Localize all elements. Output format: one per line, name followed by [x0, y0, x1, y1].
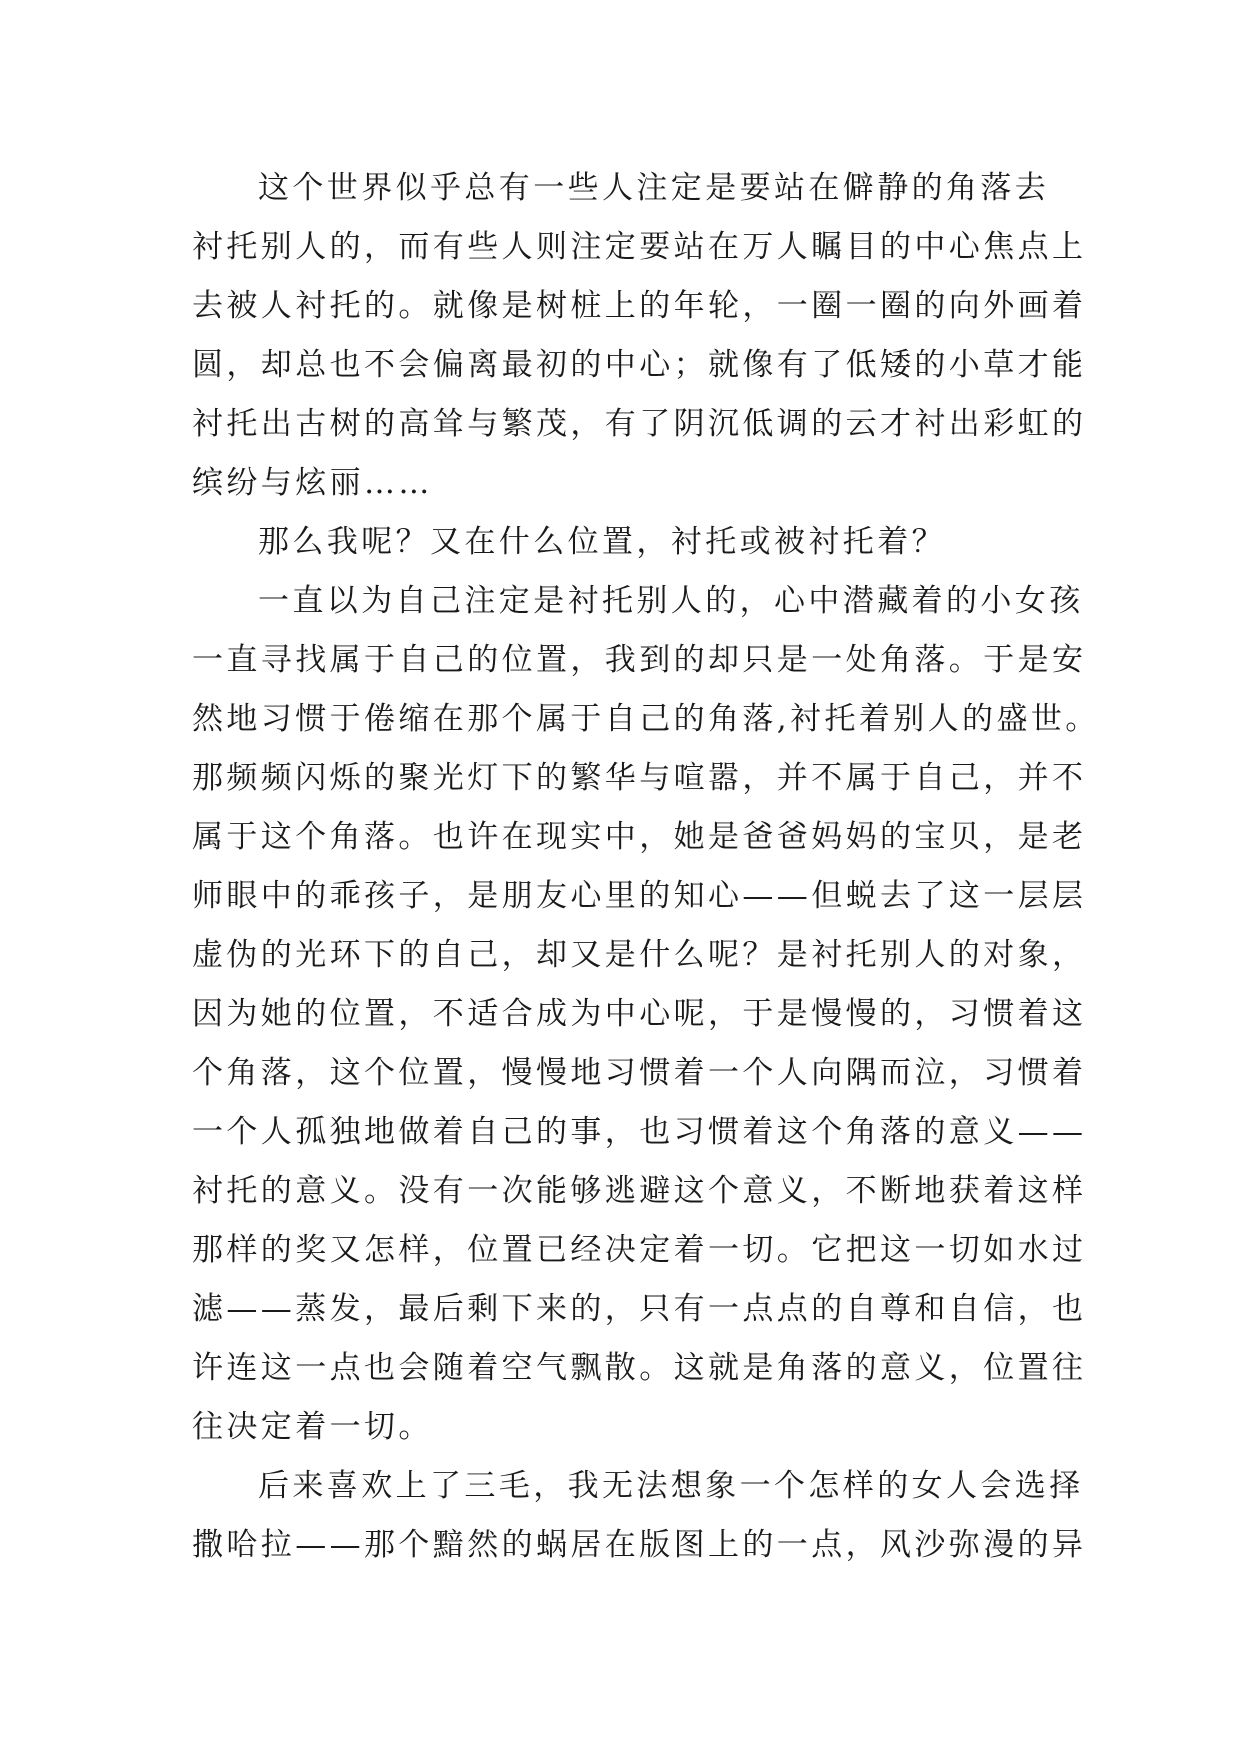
paragraph-3-line-14: 许连这一点也会随着空气飘散。这就是角落的意义，位置往	[192, 1350, 1087, 1386]
paragraph-3-line-1: 一直以为自己注定是衬托别人的，心中潜藏着的小女孩	[258, 583, 1084, 619]
paragraph-3-line-6: 师眼中的乖孩子，是朋友心里的知心——但蜕去了这一层层	[192, 878, 1087, 914]
paragraph-3-line-10: 一个人孤独地做着自己的事，也习惯着这个角落的意义——	[192, 1114, 1087, 1150]
paragraph-3-line-13: 滤——蒸发，最后剩下来的，只有一点点的自尊和自信，也	[192, 1291, 1087, 1327]
paragraph-1-line-5: 衬托出古树的高耸与繁茂，有了阴沉低调的云才衬出彩虹的	[192, 406, 1087, 442]
paragraph-2-line-1: 那么我呢？又在什么位置，衬托或被衬托着？	[258, 524, 946, 560]
paragraph-3-line-12: 那样的奖又怎样，位置已经决定着一切。它把这一切如水过	[192, 1232, 1087, 1268]
paragraph-3-line-5: 属于这个角落。也许在现实中，她是爸爸妈妈的宝贝，是老	[192, 819, 1087, 855]
paragraph-3-line-9: 个角落，这个位置，慢慢地习惯着一个人向隅而泣，习惯着	[192, 1055, 1087, 1091]
paragraph-3-line-4: 那频频闪烁的聚光灯下的繁华与喧嚣，并不属于自己，并不	[192, 760, 1087, 796]
paragraph-1-line-6: 缤纷与炫丽……	[192, 465, 433, 501]
paragraph-3-line-11: 衬托的意义。没有一次能够逃避这个意义，不断地获着这样	[192, 1173, 1087, 1209]
paragraph-3-line-2: 一直寻找属于自己的位置，我到的却只是一处角落。于是安	[192, 642, 1087, 678]
paragraph-4-line-2: 撒哈拉——那个黯然的蜗居在版图上的一点，风沙弥漫的异	[192, 1527, 1087, 1563]
document-body	[192, 159, 1100, 1575]
paragraph-3-line-8: 因为她的位置，不适合成为中心呢，于是慢慢的，习惯着这	[192, 996, 1087, 1032]
paragraph-4-line-1: 后来喜欢上了三毛，我无法想象一个怎样的女人会选择	[258, 1468, 1084, 1504]
paragraph-3-line-3: 然地习惯于倦缩在那个属于自己的角落,衬托着别人的盛世。	[192, 701, 1100, 737]
paragraph-1-line-1: 这个世界似乎总有一些人注定是要站在僻静的角落去	[258, 170, 1050, 206]
paragraph-1-line-3: 去被人衬托的。就像是树桩上的年轮，一圈一圈的向外画着	[192, 288, 1087, 324]
paragraph-1-line-4: 圆，却总也不会偏离最初的中心；就像有了低矮的小草才能	[192, 347, 1087, 383]
paragraph-3-line-15: 往决定着一切。	[192, 1409, 433, 1445]
paragraph-3-line-7: 虚伪的光环下的自己，却又是什么呢？是衬托别人的对象，	[192, 937, 1087, 973]
paragraph-1-line-2: 衬托别人的，而有些人则注定要站在万人瞩目的中心焦点上	[192, 229, 1087, 265]
